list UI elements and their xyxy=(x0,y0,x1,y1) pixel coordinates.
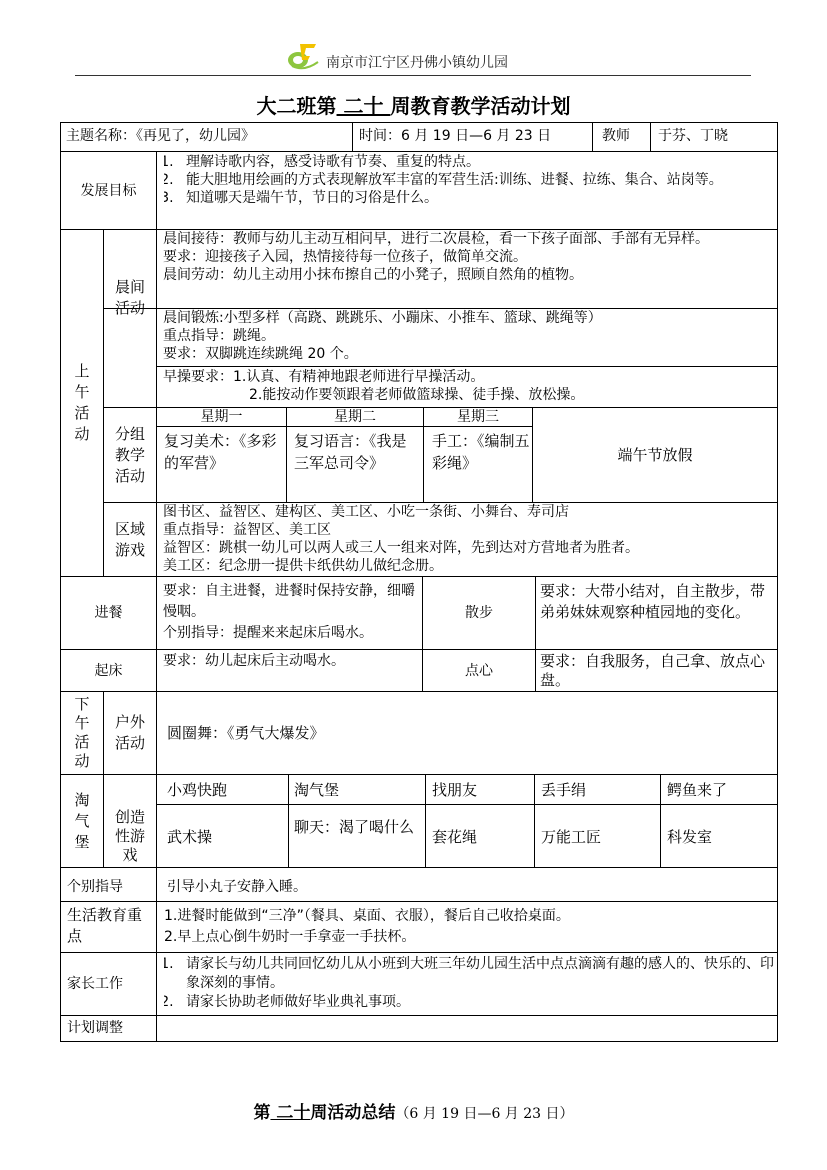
area-games-label: 区域 游戏 xyxy=(114,519,145,559)
plan-adjust-label: 计划调整 xyxy=(67,1020,123,1036)
creative-item: 聊天：渴了喝什么 xyxy=(294,818,415,836)
header-rule xyxy=(75,75,751,76)
summary-heading xyxy=(0,1098,827,1123)
afternoon-label: 下 午 活 动 xyxy=(74,695,90,770)
early-exercise: 晨间锻炼:小型多样（高跷、跳跳乐、小蹦床、小推车、篮球、跳绳等） 重点指导：跳绳。 要求：双脚跳连续跳绳 20 个。 xyxy=(163,310,602,362)
group-item-tuesday: 复习语言：《我是三军总司令》 xyxy=(294,432,407,472)
area-games: 图书区、益智区、建构区、美工区、小吃一条街、小舞台、寿司店 重点指导：益智区、美工区 益智区：跳棋一幼儿可以两人或三人一组来对阵，先到达对方营地者为胜者。 美工区：纪念册一提供卡纸供幼儿做纪念册。 xyxy=(163,504,639,574)
title-post: 周教育教学活动计划 xyxy=(390,94,571,118)
taoqi-item: 鳄鱼来了 xyxy=(667,781,728,799)
summary-week: 二十 xyxy=(270,1103,311,1123)
day-tuesday: 星期二 xyxy=(334,409,376,425)
teacher-names: 于芬、丁晓 xyxy=(658,128,728,144)
goal-item: 2. 能大胆地用绘画的方式表现解放军丰富的军营生活:训练、进餐、拉练、集合、站岗等。 xyxy=(178,171,774,189)
outdoor-activity-label: 户外 活动 xyxy=(114,713,145,752)
plan-table xyxy=(60,122,778,1042)
parent-work-items xyxy=(164,955,776,1015)
summary-pre: 第 xyxy=(253,1103,271,1123)
day-monday: 星期一 xyxy=(200,409,243,425)
page-title xyxy=(0,90,827,119)
title-pre: 大二班第 xyxy=(256,94,337,118)
day-wednesday: 星期三 xyxy=(457,409,499,425)
taoqi-item: 找朋友 xyxy=(432,781,478,799)
taoqi-item: 小鸡快跑 xyxy=(167,781,228,799)
theme-cell: 主题名称：《再见了，幼儿园》 xyxy=(66,128,255,144)
goals-list xyxy=(164,153,774,229)
school-name: 南京市江宁区丹佛小镇幼儿园 xyxy=(326,55,508,71)
teacher-label: 教师 xyxy=(602,128,630,144)
life-education-label: 生活教育重 点 xyxy=(67,906,143,945)
group-teaching-label: 分组 教学 活动 xyxy=(114,424,145,485)
parent-item: 1. 请家长与幼儿共同回忆幼儿从小班到大班三年幼儿园生活中点点滴滴有趣的感人的、快乐的、印象深刻的事情。 xyxy=(178,955,776,993)
taoqi-item: 丢手绢 xyxy=(541,781,587,799)
wake-label: 起床 xyxy=(94,662,123,679)
individual-text: 引导小丸子安静入睡。 xyxy=(167,879,307,895)
parent-work-label: 家长工作 xyxy=(67,976,123,992)
summary-range: （6 月 19 日—6 月 23 日） xyxy=(395,1106,574,1122)
walk-label: 散步 xyxy=(465,605,493,621)
snack-requirements: 要求：自我服务，自己拿、放点心盘。 xyxy=(540,652,766,689)
walk-requirements: 要求：大带小结对，自主散步，带弟弟妹妹观察种植园地的变化。 xyxy=(540,582,766,621)
goal-item: 1. 理解诗歌内容，感受诗歌有节奏、重复的特点。 xyxy=(178,153,774,171)
page-header xyxy=(0,38,827,78)
goal-item: 3. 知道哪天是端午节，节日的习俗是什么。 xyxy=(178,189,774,207)
school-logo xyxy=(286,42,320,70)
individual-label: 个别指导 xyxy=(67,879,123,895)
morning-label: 上 午 活 动 xyxy=(74,362,90,443)
life-education-items: 1.进餐时能做到“三净”（餐具、桌面、衣服），餐后自己收拾桌面。 2.早上点心倒牛奶时一手拿壶一手扶杯。 xyxy=(164,908,570,945)
morning-exercise: 早操要求：1.认真、有精神地跟老师进行早操活动。 2.能按动作要领跟着老师做篮球操、徒手操、放松操。 xyxy=(163,369,585,403)
outdoor-activity: 圆圈舞：《勇气大爆发》 xyxy=(167,724,325,742)
snack-label: 点心 xyxy=(465,662,493,679)
parent-item: 2. 请家长协助老师做好毕业典礼事项。 xyxy=(178,993,776,1012)
group-item-monday: 复习美术：《多彩的军营》 xyxy=(164,432,277,472)
group-item-wednesday: 手工：《编制五彩绳》 xyxy=(432,432,530,472)
early-reception: 晨间接待：教师与幼儿主动互相问早，进行二次晨检，看一下孩子面部、手部有无异样。 要求：迎接孩子入园，热情接待每一位孩子，做简单交流。 晨间劳动：幼儿主动用小抹布擦自己的小凳子，照顾自然角的植物。 xyxy=(163,231,709,283)
goals-label: 发展目标 xyxy=(80,182,137,199)
early-activity-label: 晨间 活动 xyxy=(114,278,145,317)
meal-requirements: 要求：自主进餐，进餐时保持安静，细嚼慢咽。 个别指导：提醒来来起床后喝水。 xyxy=(163,583,415,641)
creative-games-label: 创造 性游 戏 xyxy=(114,807,145,864)
title-week: 二十 xyxy=(336,94,391,118)
creative-item: 武术操 xyxy=(167,828,213,846)
summary-post: 周活动总结 xyxy=(310,1103,396,1123)
taoqi-item: 淘气堡 xyxy=(294,781,340,799)
taoqi-label: 淘 气 堡 xyxy=(74,790,90,851)
creative-item: 套花绳 xyxy=(432,828,478,846)
wake-requirements: 要求：幼儿起床后主动喝水。 xyxy=(163,653,345,669)
meal-label: 进餐 xyxy=(94,605,123,621)
creative-item: 科发室 xyxy=(667,828,713,846)
time-cell: 时间：6 月 19 日—6 月 23 日 xyxy=(359,128,552,144)
holiday-note: 端午节放假 xyxy=(617,446,693,464)
creative-item: 万能工匠 xyxy=(541,828,602,846)
